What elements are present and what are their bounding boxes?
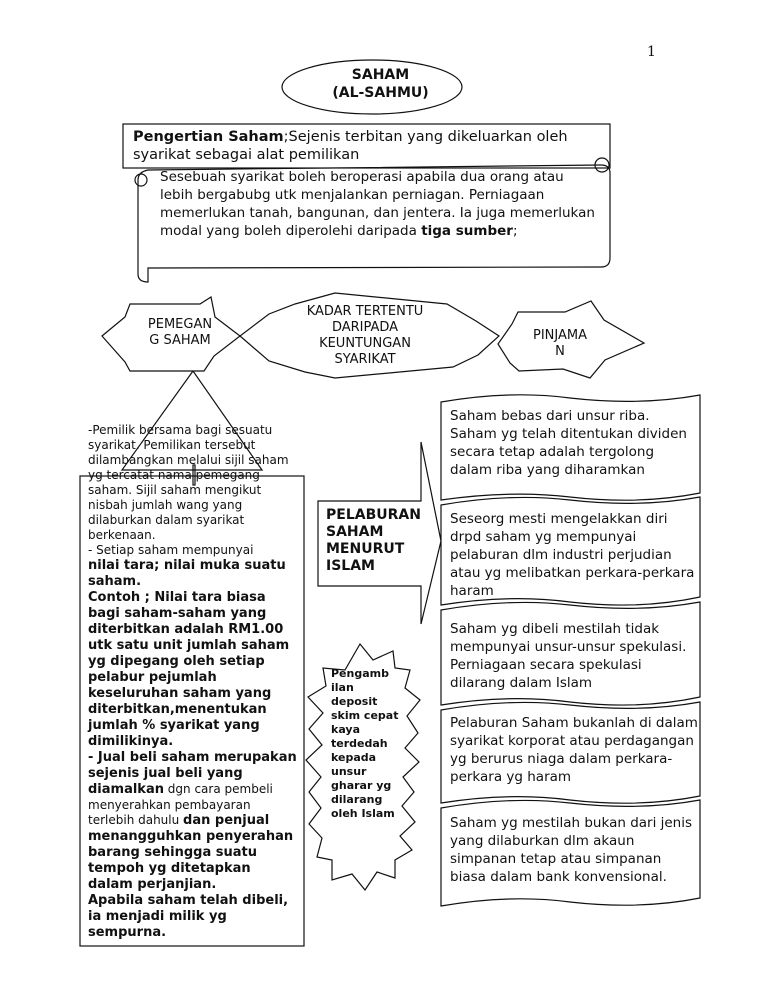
label-kadar-line3: KEUNTUNGAN <box>319 336 411 351</box>
title-text <box>318 66 443 102</box>
arrow-label-line4: ISLAM <box>326 558 375 574</box>
owner-note-2: - Setiap saham mempunyai <box>88 543 254 557</box>
scroll-text-body: Sesebuah syarikat boleh beroperasi apabila dua orang atau lebih bergabubg utk menjalankan perniagan. Perniagaan memerlukan tanah, bangunan, dan jentera. Ia juga memerlukan modal yang boleh diperolehi daripada <box>160 169 595 239</box>
label-pinjaman-line1: PINJAMA <box>532 328 587 343</box>
owner-note-2-bold: nilai tara; nilai muka suatu saham. <box>88 558 286 589</box>
label-pemegang-line2: G SAHAM <box>149 333 211 348</box>
owner-note-4-bold: - Jual beli saham merupakan sejenis jual beli yang diamalkan <box>88 750 297 797</box>
scroll-text-bold: tiga sumber <box>421 223 513 239</box>
arrow-label-line3: MENURUT <box>326 541 405 557</box>
scroll-text <box>160 168 600 240</box>
page-number: 1 <box>647 44 656 60</box>
rule-text-4: Pelaburan Saham bukanlah di dalam syarikat korporat atau perdagangan yg berurus niaga dalam perkara-perkara yg haram <box>450 715 698 785</box>
arrow-label-line2: SAHAM <box>326 524 384 540</box>
scroll-curl-left <box>135 174 147 186</box>
label-kadar-line4: SYARIKAT <box>334 352 396 367</box>
owner-notes <box>88 423 300 941</box>
arrow-label-line1: PELABURAN <box>326 507 421 523</box>
owner-note-4-bold2: dan penjual menangguhkan penyerahan barang sehingga suatu tempoh yg ditetapkan dalam perjanjian. <box>88 813 294 892</box>
label-pinjaman-line2: N <box>555 344 565 359</box>
label-kadar-tertentu <box>290 304 440 368</box>
rule-text-3: Saham yg dibeli mestilah tidak mempunyai unsur-unsur spekulasi. Perniagaan secara spekulasi dilarang dalam Islam <box>450 621 687 691</box>
title-line-2: (AL-SAHMU) <box>332 85 429 101</box>
burst-text: Pengamb ilan deposit skim cepat kaya terdedah kepada unsur gharar yg dilarang oleh Islam <box>331 667 399 820</box>
definition-term: Pengertian Saham <box>133 129 284 145</box>
rule-text-5: Saham yg mestilah bukan dari jenis yang dilaburkan dlm akaun simpanan tetap atau simpanan biasa dalam bank konvensional. <box>450 815 693 885</box>
owner-note-1: -Pemilik bersama bagi sesuatu syarikat. Pemilikan tersebut dilambangkan melalui sijil saham yg tercatat nama pemegang saham. Sijil saham mengikut nisbah jumlah wang yang dilaburkan dalam syarikat berkenaan. <box>88 423 289 542</box>
title-line-1: SAHAM <box>351 67 410 83</box>
owner-note-5: Apabila saham telah dibeli, ia menjadi milik yg sempurna. <box>88 893 289 940</box>
label-pemegang-line1: PEMEGAN <box>147 317 213 332</box>
rule-text-2: Seseorg mesti mengelakkan diri drpd saham yg mempunyai pelaburan dlm industri perjudian atau yg melibatkan perkara-perkara haram <box>450 511 695 599</box>
label-kadar-line1: KADAR TERTENTU <box>306 304 424 319</box>
owner-note-3: Contoh ; Nilai tara biasa bagi saham-saham yang diterbitkan adalah RM1.00 utk satu unit jumlah saham yg dipegang oleh setiap pelabur pejumlah keseluruhan saham yang diterbitkan,menentukan jumlah % syarikat yang dimilikinya. <box>88 590 290 749</box>
label-pemegang-saham <box>140 317 220 349</box>
arrow-label <box>326 507 436 575</box>
owner-note-4 <box>88 750 300 893</box>
definition-text <box>133 128 608 164</box>
owner-note-4-text: dgn cara pembeli menyerahkan pembayaran terlebih dahulu <box>88 782 273 827</box>
label-kadar-line2: DARIPADA <box>331 320 399 335</box>
rule-text-1: Saham bebas dari unsur riba. Saham yg telah ditentukan dividen secara tetap adalah tergolong dalam riba yang diharamkan <box>450 408 687 478</box>
scroll-text-end: ; <box>512 223 518 239</box>
definition-body: ;Sejenis terbitan yang dikeluarkan oleh syarikat sebagai alat pemilikan <box>133 129 568 163</box>
label-pinjaman <box>520 328 600 360</box>
